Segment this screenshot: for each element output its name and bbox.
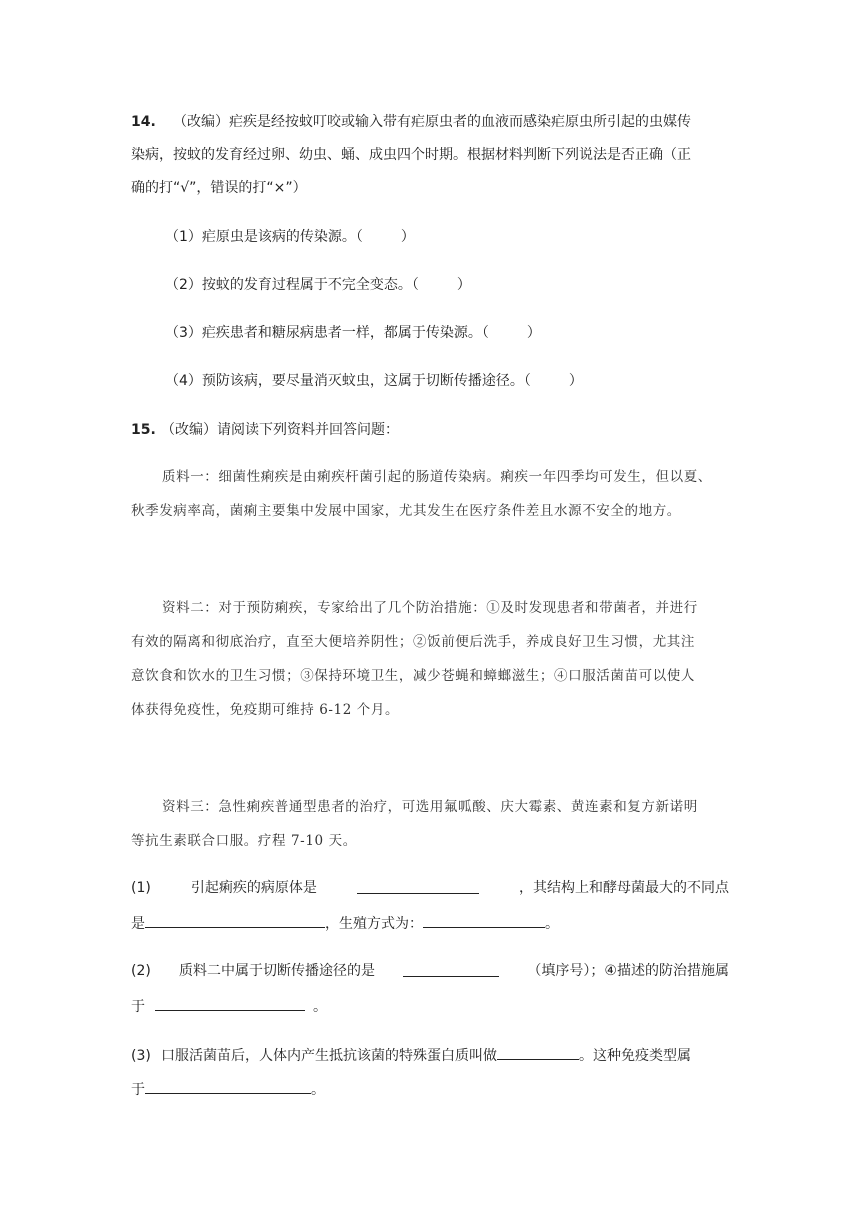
q14-item-4	[165, 371, 583, 391]
q14-item-4-close: ）	[568, 373, 583, 389]
q14-text-line1: （改编）疟疾是经按蚊叮咬或输入带有疟原虫者的血液而感染疟原虫所引起的虫媒传	[173, 114, 691, 130]
sub1-number: (1)	[131, 880, 151, 896]
material1-line1: 质料一：细菌性痢疾是由痢疾杆菌引起的肠道传染病。痢疾一年四季均可发生，但以夏、	[162, 469, 712, 485]
q14-number: 14.	[131, 114, 156, 130]
q15-intro-line	[131, 420, 399, 440]
q14-line2: 染病，按蚊的发育经过卵、幼虫、蛹、成虫四个时期。根据材料判断下列说法是否正确（正	[131, 147, 691, 163]
sub3-number: (3)	[131, 1048, 151, 1064]
material2-line1: 资料二：对于预防痢疾，专家给出了几个防治措施：①及时发现患者和带菌者，并进行	[162, 600, 698, 616]
sub1-line2	[131, 912, 559, 934]
q14-item-3	[165, 323, 541, 343]
q14-item-3-close: ）	[526, 325, 541, 341]
q14-item-1-text: （1）疟原虫是该病的传染源。（	[165, 229, 363, 245]
material2-line3: 意饮食和饮水的卫生习惯；③保持环境卫生，减少苍蝇和蟑螂滋生；④口服活菌苗可以使人	[131, 668, 695, 684]
sub3-line1	[131, 1044, 691, 1066]
q14-line3: 确的打“√”，错误的打“×”）	[131, 180, 307, 196]
sub2-text-c: 于	[131, 999, 145, 1015]
material3-line2: 等抗生素联合口服。疗程 7-10 天。	[131, 833, 357, 849]
q14-item-2-text: （2）按蚊的发育过程属于不完全变态。（	[165, 277, 419, 293]
q14-item-2	[165, 275, 471, 295]
material2-line4: 体获得免疫性，免疫期可维持 6-12 个月。	[131, 702, 400, 718]
sub2-line2	[131, 995, 327, 1017]
sub3-text-b: 。这种免疫类型属	[579, 1048, 691, 1064]
sub1-text-e: 。	[545, 916, 559, 932]
material1-line2: 秋季发病率高，菌痢主要集中发展中国家，尤其发生在医疗条件差且水源不安全的地方。	[131, 503, 681, 519]
sub2-text-d: 。	[313, 999, 327, 1015]
q14-item-2-close: ）	[456, 277, 471, 293]
sub3-text-a: 口服活菌苗后，人体内产生抵抗该菌的特殊蛋白质叫做	[161, 1048, 497, 1064]
sub1-text-c: 是	[131, 916, 145, 932]
q15-intro: （改编）请阅读下列资料并回答问题：	[161, 422, 399, 438]
sub3-line2	[131, 1078, 325, 1100]
sub2-text-a: 质料二中属于切断传播途径的是	[179, 963, 376, 979]
answer-blank-immunity-type[interactable]	[145, 1078, 311, 1094]
q14-item-1-close: ）	[400, 229, 415, 245]
sub1-text-d: ，生殖方式为：	[325, 916, 423, 932]
answer-blank-reproduction[interactable]	[423, 912, 545, 928]
sub2-text-b: （填序号）；④描述的防治措施属	[527, 963, 729, 979]
q14-item-4-text: （4）预防该病，要尽量消灭蚊虫，这属于切断传播途径。（	[165, 373, 531, 389]
q14-line1	[131, 112, 691, 132]
sub2-line1	[131, 961, 729, 981]
sub1-text-a: 引起痢疾的病原体是	[190, 880, 317, 896]
answer-blank-measure[interactable]	[155, 995, 305, 1011]
answer-blank-antibody[interactable]	[497, 1044, 579, 1060]
answer-blank-difference[interactable]	[145, 912, 325, 928]
material3-line1: 资料三：急性痢疾普通型患者的治疗，可选用氟呱酸、庆大霉素、黄连素和复方新诺明	[162, 799, 698, 815]
material2-line2: 有效的隔离和彻底治疗，直至大便培养阴性；②饭前便后洗手，养成良好卫生习惯，尤其注	[131, 634, 695, 650]
sub3-text-d: 。	[311, 1082, 325, 1098]
q14-item-3-text: （3）疟疾患者和糖尿病患者一样，都属于传染源。（	[165, 325, 489, 341]
sub3-text-c: 于	[131, 1082, 145, 1098]
sub1-text-b: ，其结构上和酵母菌最大的不同点	[518, 880, 729, 896]
q14-item-1	[165, 227, 415, 247]
sub1-line1	[131, 878, 729, 898]
answer-blank-pathogen[interactable]	[357, 878, 479, 894]
answer-blank-route[interactable]	[403, 961, 499, 977]
q15-number: 15.	[131, 422, 156, 438]
sub2-number: (2)	[131, 963, 151, 979]
